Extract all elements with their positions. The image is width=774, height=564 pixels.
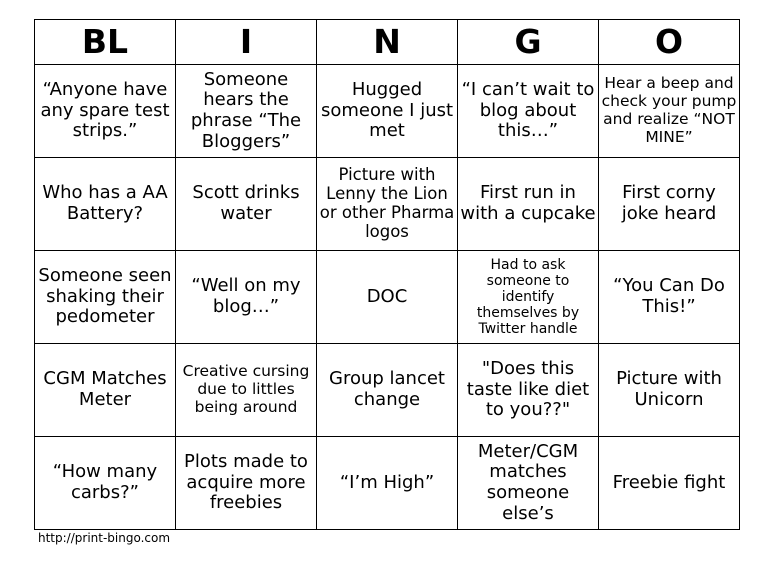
bingo-square: “Anyone have any spare test strips.” xyxy=(35,65,176,158)
bingo-board xyxy=(34,19,740,530)
bingo-square: Plots made to acquire more freebies xyxy=(176,437,317,530)
bingo-square: “I can’t wait to blog about this…” xyxy=(458,65,599,158)
bingo-square: Meter/CGM matches someone else’s xyxy=(458,437,599,530)
bingo-square: Someone hears the phrase “The Bloggers” xyxy=(176,65,317,158)
bingo-row-1 xyxy=(35,65,740,158)
bingo-square: Picture with Unicorn xyxy=(599,344,740,437)
bingo-square: Had to ask someone to identify themselves by Twitter handle xyxy=(458,251,599,344)
bingo-square: “Well on my blog…” xyxy=(176,251,317,344)
bingo-square: First corny joke heard xyxy=(599,158,740,251)
bingo-row-3 xyxy=(35,251,740,344)
bingo-row-4 xyxy=(35,344,740,437)
bingo-square: Creative cursing due to littles being around xyxy=(176,344,317,437)
bingo-square: CGM Matches Meter xyxy=(35,344,176,437)
bingo-square: Group lancet change xyxy=(317,344,458,437)
header-row xyxy=(35,20,740,65)
bingo-square: Freebie fight xyxy=(599,437,740,530)
bingo-square: First run in with a cupcake xyxy=(458,158,599,251)
bingo-square: "Does this taste like diet to you??" xyxy=(458,344,599,437)
bingo-square: Someone seen shaking their pedometer xyxy=(35,251,176,344)
footer-url: http://print-bingo.com xyxy=(38,531,171,545)
bingo-row-2 xyxy=(35,158,740,251)
bingo-square: Who has a AA Battery? xyxy=(35,158,176,251)
bingo-row-5 xyxy=(35,437,740,530)
bingo-square: Picture with Lenny the Lion or other Pharma logos xyxy=(317,158,458,251)
header-cell-n: N xyxy=(317,20,458,65)
header-cell-o: O xyxy=(599,20,740,65)
bingo-square: “I’m High” xyxy=(317,437,458,530)
header-cell-i: I xyxy=(176,20,317,65)
header-cell-g: G xyxy=(458,20,599,65)
bingo-square: Hugged someone I just met xyxy=(317,65,458,158)
bingo-square: “You Can Do This!” xyxy=(599,251,740,344)
bingo-square: “How many carbs?” xyxy=(35,437,176,530)
header-cell-bl: BL xyxy=(35,20,176,65)
bingo-square-free: DOC xyxy=(317,251,458,344)
bingo-square: Scott drinks water xyxy=(176,158,317,251)
bingo-square: Hear a beep and check your pump and realize “NOT MINE” xyxy=(599,65,740,158)
